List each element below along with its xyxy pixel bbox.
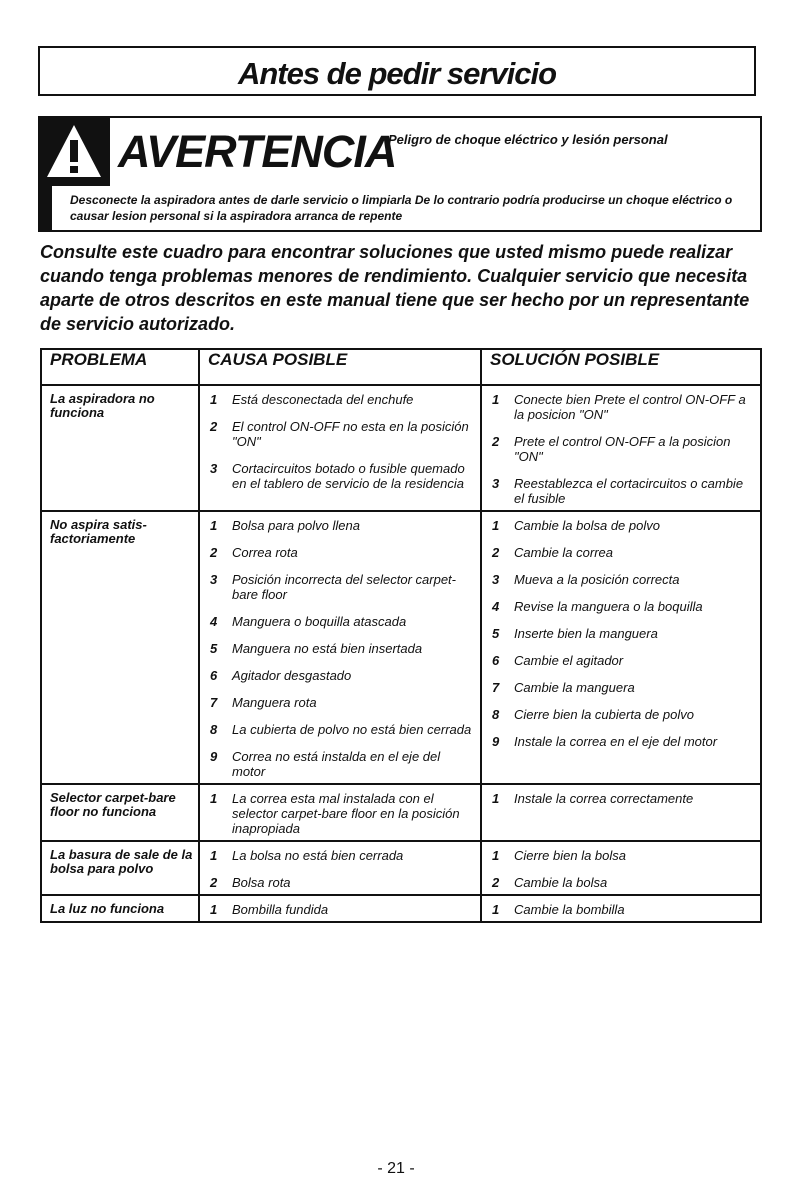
item-number: 1 (492, 791, 500, 806)
item-text: La bolsa no está bien cerrada (232, 848, 404, 863)
cause-cell (199, 784, 481, 841)
item-text: Cambie la bolsa de polvo (514, 518, 660, 533)
header-cause: CAUSA POSIBLE (199, 349, 481, 385)
cause-item (208, 749, 476, 779)
item-number: 1 (210, 848, 218, 863)
item-text: Instale la correa correctamente (514, 791, 694, 806)
problem-cell (41, 895, 199, 922)
item-text: Correa no está instalda en el eje del motor (232, 749, 441, 779)
item-text: El control ON-OFF no esta en la posición "ON" (232, 419, 469, 449)
item-text: La cubierta de polvo no está bien cerrada (232, 722, 472, 737)
warning-heading: AVERTENCIA (118, 126, 397, 177)
item-text: Reestablezca el cortacircuitos o cambie el fusible (514, 476, 744, 506)
item-text: Mueva a la posición correcta (514, 572, 680, 587)
header-problem: PROBLEMA (41, 349, 199, 385)
intro-paragraph: Consulte este cuadro para encontrar soluciones que usted mismo puede realizar cuando tenga problemas menores de rendimiento. Cualquier servicio que necesita aparte de otros descritos en este manual tiene que ser hecho por un representante de servicio autorizado. (40, 242, 750, 334)
header-solution: SOLUCIÓN POSIBLE (481, 349, 761, 385)
item-text: Cambie el agitador (514, 653, 624, 668)
solution-cell (481, 841, 761, 895)
solution-item (490, 791, 756, 806)
cause-item (208, 668, 476, 683)
solution-item (490, 707, 756, 722)
cause-item (208, 419, 476, 449)
item-number: 5 (210, 641, 218, 656)
cause-item (208, 461, 476, 491)
solution-item (490, 476, 756, 506)
item-number: 8 (492, 707, 500, 722)
item-number: 3 (492, 572, 500, 587)
cause-item (208, 392, 476, 407)
item-text: Bolsa para polvo llena (232, 518, 360, 533)
item-text: Agitador desgastado (232, 668, 352, 683)
table-row (41, 784, 761, 841)
cause-item (208, 641, 476, 656)
item-number: 3 (492, 476, 500, 491)
cause-cell (199, 841, 481, 895)
solution-item (490, 545, 756, 560)
cause-item (208, 695, 476, 710)
item-text: Cambie la bolsa (514, 875, 608, 890)
item-number: 2 (492, 434, 500, 449)
problem-text: La aspiradora no funciona (50, 391, 155, 420)
cause-item (208, 545, 476, 560)
item-number: 1 (492, 518, 500, 533)
table-body (41, 385, 761, 922)
cause-cell (199, 385, 481, 511)
item-number: 7 (492, 680, 500, 695)
cause-item (208, 572, 476, 602)
item-number: 4 (492, 599, 500, 614)
item-text: Correa rota (232, 545, 298, 560)
item-number: 1 (210, 902, 218, 917)
item-text: Prete el control ON-OFF a la posicion "ON" (514, 434, 731, 464)
item-number: 5 (492, 626, 500, 641)
problem-text: No aspira satis-factoriamente (50, 517, 147, 546)
item-number: 3 (210, 572, 218, 587)
item-number: 1 (210, 518, 218, 533)
cause-item (208, 848, 476, 863)
item-text: Cambie la correa (514, 545, 613, 560)
item-text: Cierre bien la cubierta de polvo (514, 707, 694, 722)
solution-item (490, 902, 756, 917)
item-text: Bombilla fundida (232, 902, 329, 917)
item-number: 1 (492, 848, 500, 863)
cause-cell (199, 511, 481, 784)
cause-cell (199, 895, 481, 922)
solution-item (490, 653, 756, 668)
solution-cell (481, 511, 761, 784)
table-row (41, 895, 761, 922)
solution-cell (481, 385, 761, 511)
item-text: La correa esta mal instalada con el selector carpet-bare floor en la posición inapropiada (232, 791, 460, 836)
solution-item (490, 734, 756, 749)
cause-item (208, 518, 476, 533)
solution-item (490, 599, 756, 614)
troubleshooting-table (40, 348, 762, 923)
problem-cell (41, 841, 199, 895)
item-number: 7 (210, 695, 218, 710)
item-text: Revise la manguera o la boquilla (514, 599, 703, 614)
item-number: 1 (210, 392, 218, 407)
problem-text: La basura de sale de la bolsa para polvo (50, 847, 193, 876)
table-header-row (41, 349, 761, 385)
item-number: 2 (492, 545, 500, 560)
item-number: 4 (210, 614, 218, 629)
item-number: 6 (210, 668, 218, 683)
item-text: Manguera no está bien insertada (232, 641, 423, 656)
problem-cell (41, 784, 199, 841)
item-text: Cortacircuitos botado o fusible quemado en el tablero de servicio de la residencia (232, 461, 465, 491)
item-number: 2 (210, 419, 218, 434)
item-number: 9 (210, 749, 218, 764)
item-number: 3 (210, 461, 218, 476)
item-number: 1 (492, 902, 500, 917)
table-row (41, 385, 761, 511)
item-text: Inserte bien la manguera (514, 626, 658, 641)
page-title: Antes de pedir servicio (237, 56, 557, 91)
cause-item (208, 722, 476, 737)
item-number: 1 (210, 791, 218, 806)
problem-cell (41, 511, 199, 784)
problem-text: Selector carpet-bare floor no funciona (50, 790, 176, 819)
solution-cell (481, 784, 761, 841)
solution-item (490, 434, 756, 464)
problem-cell (41, 385, 199, 511)
item-text: Manguera o boquilla atascada (232, 614, 407, 629)
cause-item (208, 902, 476, 917)
table-row (41, 841, 761, 895)
item-text: Manguera rota (232, 695, 317, 710)
solution-cell (481, 895, 761, 922)
solution-item (490, 848, 756, 863)
item-text: Posición incorrecta del selector carpet-bare floor (232, 572, 456, 602)
solution-item (490, 680, 756, 695)
item-number: 8 (210, 722, 218, 737)
item-number: 1 (492, 392, 500, 407)
item-text: Conecte bien Prete el control ON-OFF a la posicion "ON" (514, 392, 746, 422)
warning-icon (38, 116, 110, 186)
item-text: Cierre bien la bolsa (514, 848, 627, 863)
item-text: Está desconectada del enchufe (232, 392, 414, 407)
warning-text: Desconecte la aspiradora antes de darle servicio o limpiarla De lo contrario podría producirse un choque eléctrico o causar lesion personal si la aspiradora arranca de repente (70, 193, 733, 223)
solution-item (490, 875, 756, 890)
problem-text: La luz no funciona (50, 901, 165, 916)
solution-item (490, 392, 756, 422)
solution-item (490, 626, 756, 641)
item-number: 2 (210, 545, 218, 560)
item-number: 2 (492, 875, 500, 890)
item-text: Cambie la bombilla (514, 902, 625, 917)
item-number: 9 (492, 734, 500, 749)
cause-item (208, 791, 476, 836)
item-number: 6 (492, 653, 500, 668)
title-box (38, 46, 756, 96)
solution-item (490, 518, 756, 533)
item-number: 2 (210, 875, 218, 890)
page-number: - 21 - (377, 1160, 415, 1177)
cause-item (208, 875, 476, 890)
item-text: Instale la correa en el eje del motor (514, 734, 718, 749)
solution-item (490, 572, 756, 587)
cause-item (208, 614, 476, 629)
item-text: Bolsa rota (232, 875, 291, 890)
warning-subtitle: Peligro de choque eléctrico y lesión personal (388, 132, 668, 147)
item-text: Cambie la manguera (514, 680, 635, 695)
table-row (41, 511, 761, 784)
